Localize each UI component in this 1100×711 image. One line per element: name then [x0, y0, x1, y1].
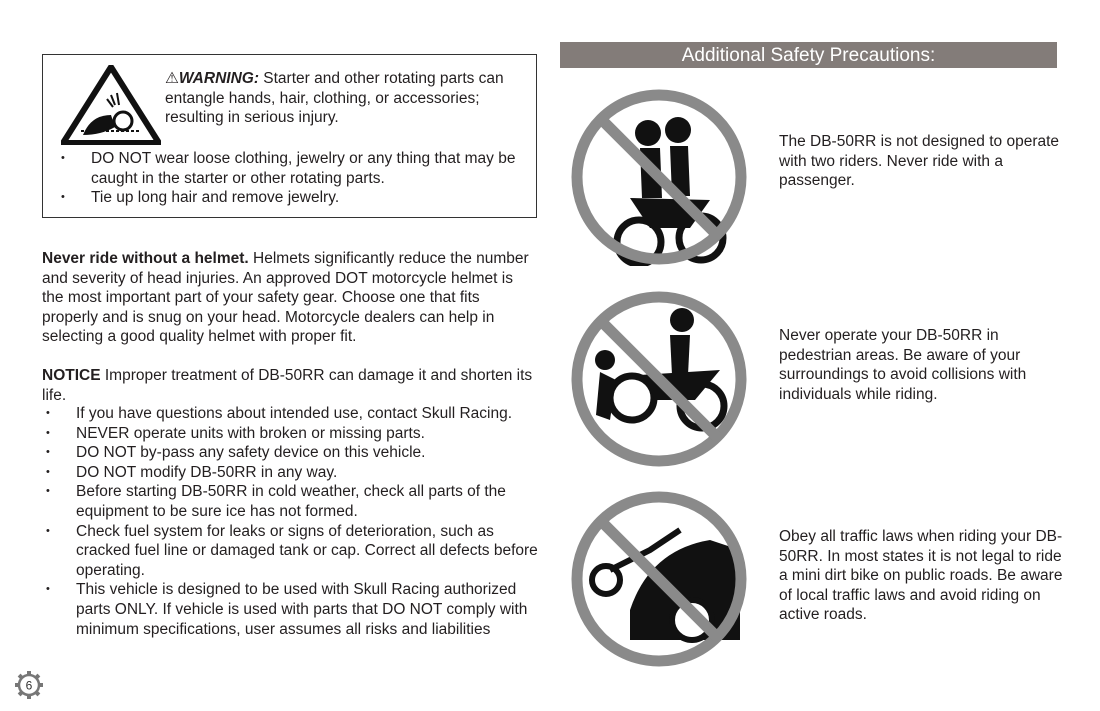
helmet-heading: Never ride without a helmet. [42, 250, 249, 267]
gear-icon [14, 670, 44, 700]
no-public-roads-icon [570, 490, 748, 668]
list-item: • This vehicle is designed to be used with Skull Racing authorized parts ONLY. If vehicle is used with parts that DO NOT comply with minimum specifications, user assumes all risks and liabilities [42, 580, 542, 639]
warning-description: Starter and other rotating parts can entangle hands, hair, clothing, or accessories; resulting in serious injury. [165, 70, 504, 127]
precaution-text-3: Obey all traffic laws when riding your DB-50RR. In most states it is not legal to ride a mini dirt bike on public roads. Be aware of local traffic laws and avoid riding on active roads. [779, 528, 1063, 624]
section-header: Additional Safety Precautions: [560, 42, 1057, 68]
list-item: • Check fuel system for leaks or signs of deterioration, such as cracked fuel line or damaged tank or cap. Correct all defects before operating. [42, 522, 542, 581]
notice-bullets [42, 404, 542, 639]
list-item: • NEVER operate units with broken or missing parts. [42, 424, 542, 444]
notice-heading: NOTICE [42, 367, 101, 384]
list-item: • DO NOT wear loose clothing, jewelry or any thing that may be caught in the starter or other rotating parts. [57, 149, 527, 188]
list-item: • DO NOT by-pass any safety device on this vehicle. [42, 443, 542, 463]
warning-bullets [57, 149, 527, 208]
warning-box [42, 54, 537, 218]
list-item: • Tie up long hair and remove jewelry. [57, 188, 527, 208]
warning-label: WARNING: [178, 70, 259, 87]
list-item: • DO NOT modify DB-50RR in any way. [42, 463, 542, 483]
no-passenger-icon [570, 88, 748, 266]
list-item: • Before starting DB-50RR in cold weather, check all parts of the equipment to be sure ice has not formed. [42, 482, 542, 521]
warning-text [165, 69, 533, 128]
page-number-badge [14, 670, 44, 706]
notice-text: Improper treatment of DB-50RR can damage it and shorten its life. [42, 367, 533, 404]
list-item: • If you have questions about intended use, contact Skull Racing. [42, 404, 542, 424]
precaution-text-2: Never operate your DB-50RR in pedestrian areas. Be aware of your surroundings to avoid collisions with individuals while riding. [779, 327, 1027, 403]
no-pedestrian-area-icon [570, 290, 748, 468]
page-number: 6 [25, 678, 33, 693]
entanglement-hazard-icon [61, 65, 161, 145]
helmet-text: Helmets significantly reduce the number and severity of head injuries. An approved DOT motorcycle helmet is the most important part of your safety gear. Choose one that fits properly and is snug on your head. Motorcycle dealers can help in selecting a good quality helmet with proper fit. [42, 250, 529, 346]
precaution-text-1: The DB-50RR is not designed to operate with two riders. Never ride with a passenger. [779, 133, 1060, 190]
notice-paragraph [42, 366, 537, 405]
helmet-paragraph [42, 249, 537, 347]
warning-triangle-icon: ⚠ [165, 70, 179, 87]
